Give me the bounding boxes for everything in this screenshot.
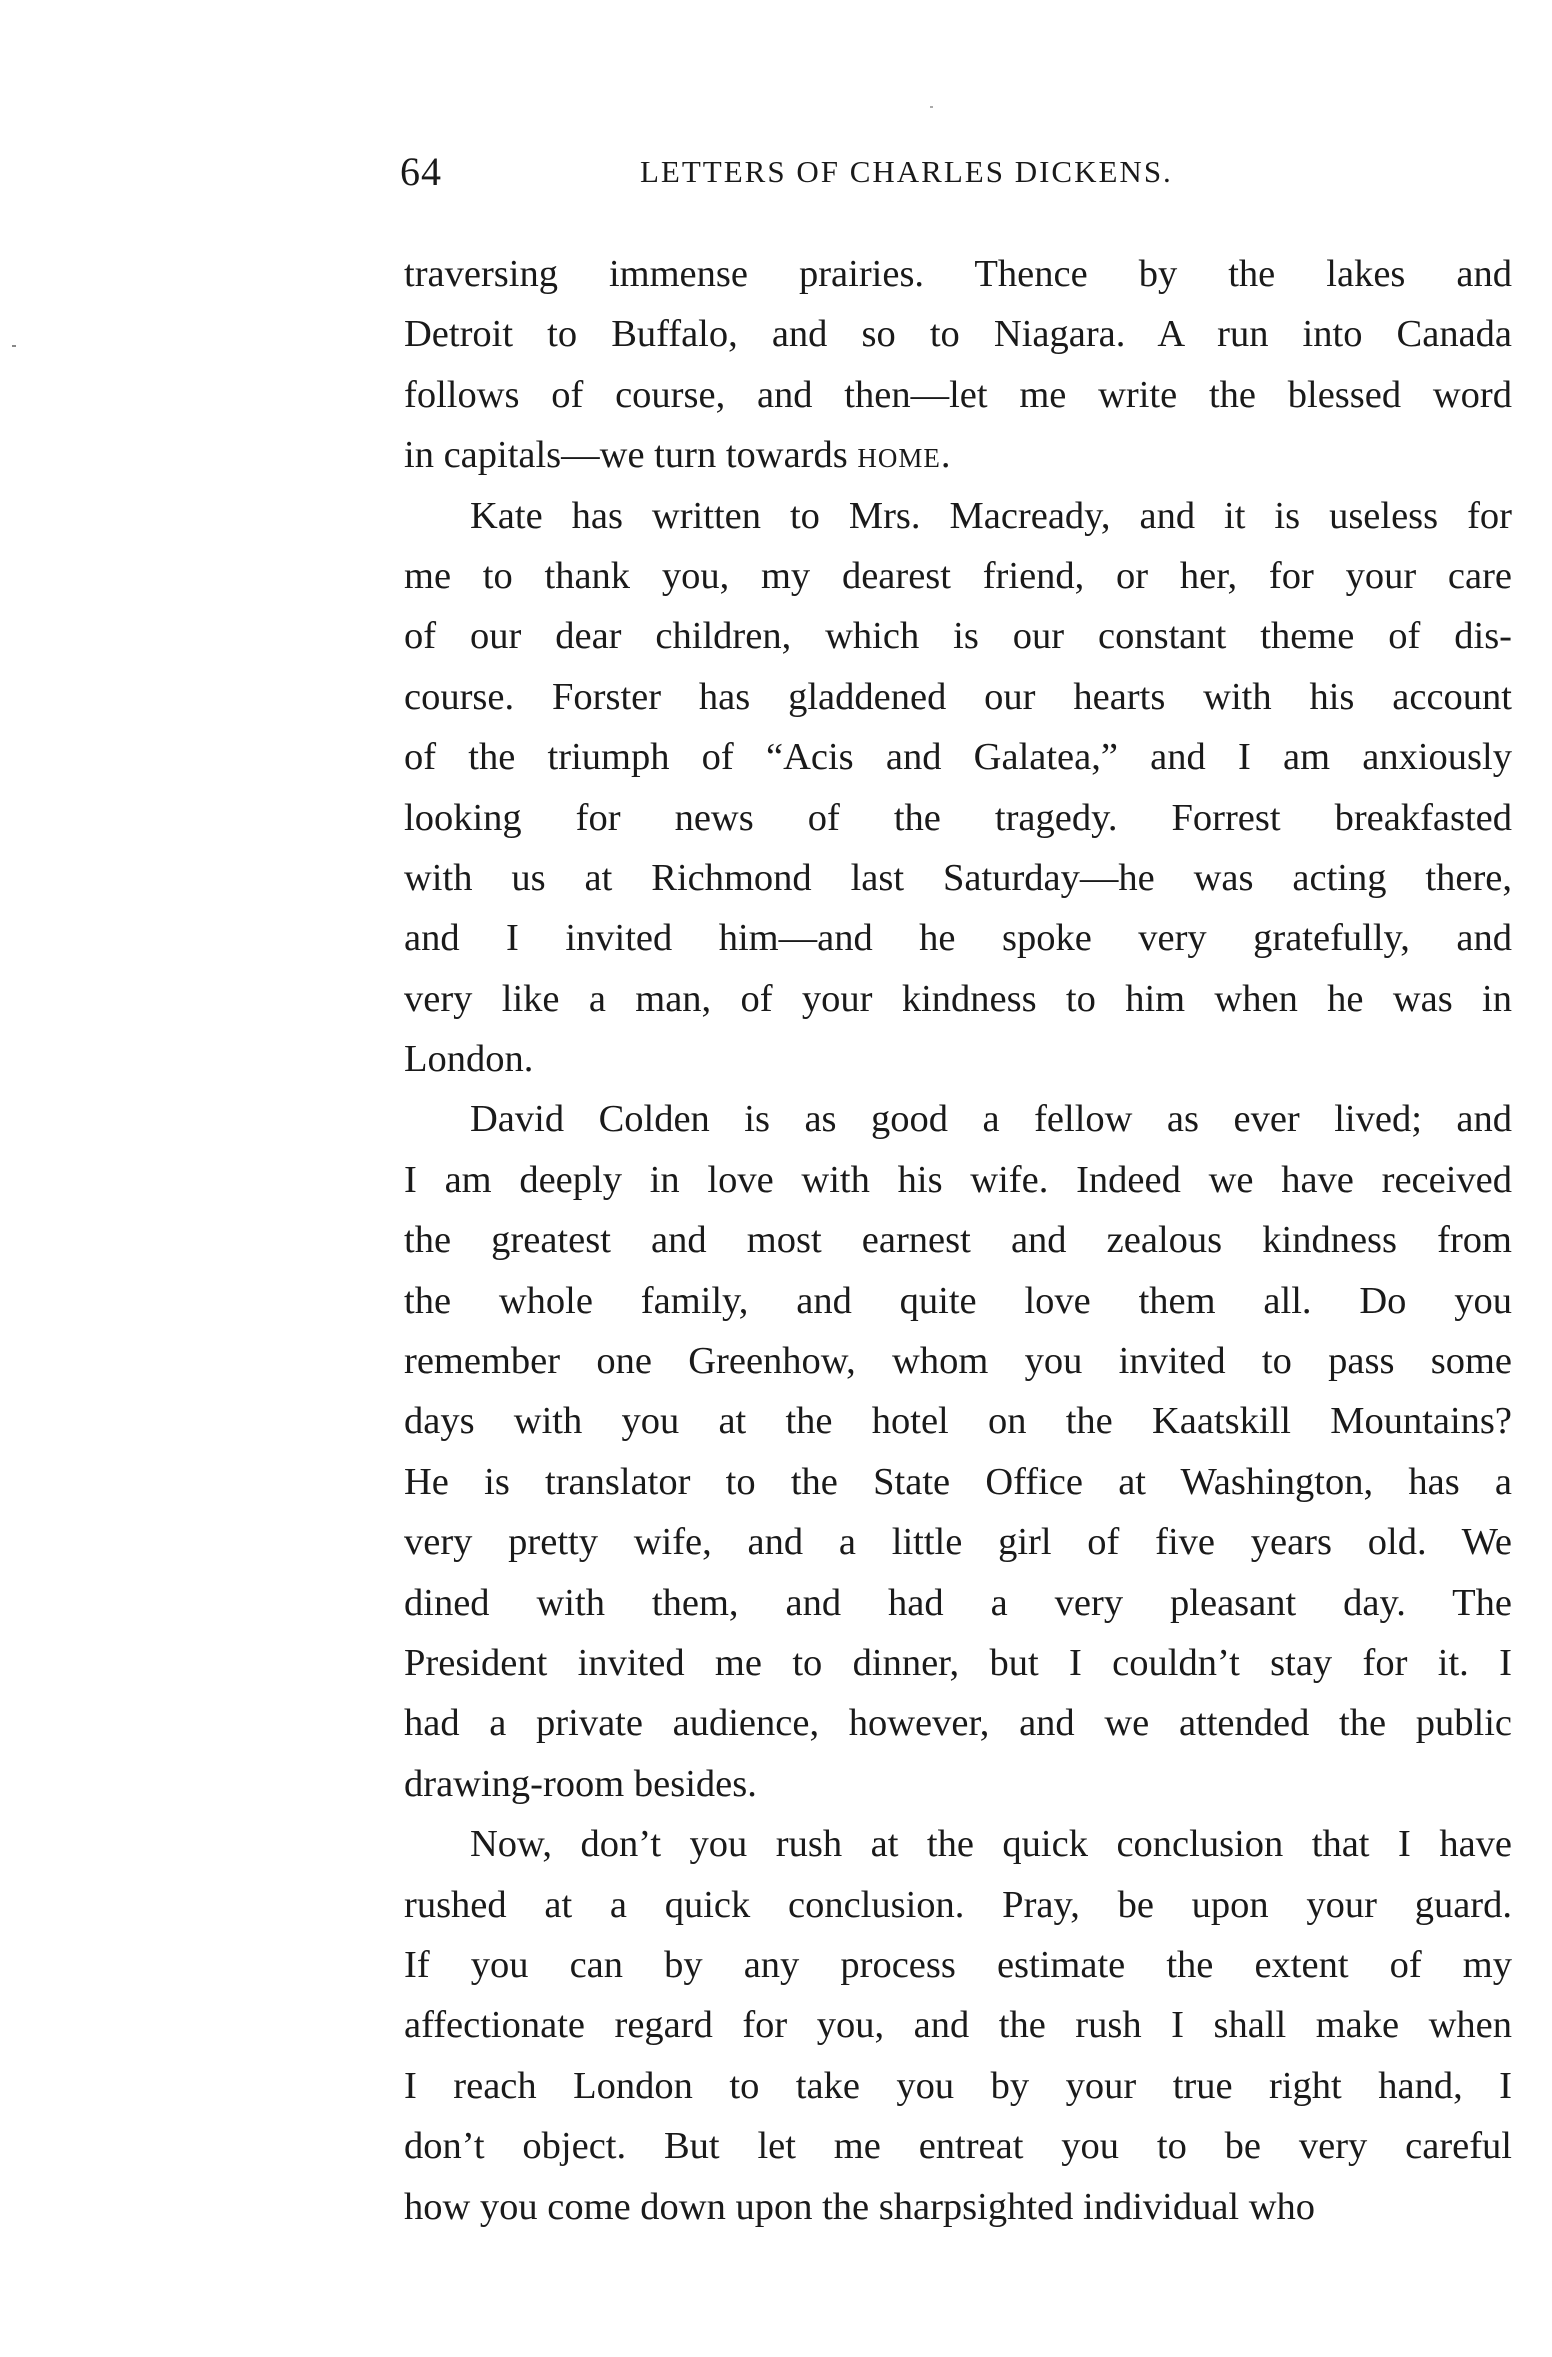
text-line: I reach London to take you by your true right hand, I — [404, 2064, 1512, 2107]
text-line: course. Forster has gladdened our hearts with his account — [404, 675, 1512, 718]
text-line: me to thank you, my dearest friend, or her, for your care — [404, 554, 1512, 597]
text-line: I am deeply in love with his wife. Indeed we have received — [404, 1158, 1512, 1201]
text-line: rushed at a quick conclusion. Pray, be upon your guard. — [404, 1883, 1512, 1926]
text-line: and I invited him—and he spoke very gratefully, and — [404, 917, 1512, 960]
text-line: Now, don’t you rush at the quick conclusion that I have — [470, 1823, 1512, 1866]
text-line: with us at Richmond last Saturday—he was acting there, — [404, 856, 1512, 899]
page-number: 64 — [400, 149, 442, 194]
running-title: LETTERS OF CHARLES DICKENS. — [640, 154, 1173, 189]
text-line: President invited me to dinner, but I couldn’t stay for it. I — [404, 1641, 1512, 1684]
text-line: days with you at the hotel on the Kaatskill Mountains? — [404, 1400, 1512, 1443]
text-line: Kate has written to Mrs. Macready, and it is useless for — [470, 494, 1512, 537]
text-line: the greatest and most earnest and zealous kindness from — [404, 1219, 1512, 1262]
paragraph — [404, 244, 1512, 486]
text-line: the whole family, and quite love them all. Do you — [404, 1279, 1512, 1322]
text-line: If you can by any process estimate the extent of my — [404, 1943, 1512, 1986]
page-edge-mark — [12, 345, 16, 347]
text-line: drawing-room besides. — [404, 1762, 757, 1805]
page-speck — [930, 106, 933, 108]
text-line: don’t object. But let me entreat you to be very careful — [404, 2125, 1512, 2168]
text-line: very like a man, of your kindness to him when he was in — [404, 977, 1512, 1020]
text-line: David Colden is as good a fellow as ever lived; and — [470, 1098, 1512, 1141]
smallcaps-word: home — [857, 434, 941, 477]
text-line: very pretty wife, and a little girl of five years old. We — [404, 1521, 1512, 1564]
text-line: in capitals—we turn towards home. — [404, 434, 951, 477]
text-line: London. — [404, 1038, 534, 1081]
paragraph — [404, 1089, 1512, 1814]
text-line: how you come down upon the sharpsighted individual who — [404, 2185, 1316, 2228]
running-head — [400, 148, 1510, 208]
text-line: affectionate regard for you, and the rush I shall make when — [404, 2004, 1512, 2047]
paragraph — [404, 486, 1512, 1090]
text-line: dined with them, and had a very pleasant day. The — [404, 1581, 1512, 1624]
text-line: of our dear children, which is our constant theme of dis- — [404, 615, 1512, 658]
text-line: He is translator to the State Office at Washington, has a — [404, 1460, 1512, 1503]
text-line: of the triumph of “Acis and Galatea,” and I am anxiously — [404, 736, 1512, 779]
text-line: remember one Greenhow, whom you invited to pass some — [404, 1340, 1512, 1383]
body-text — [404, 244, 1512, 2237]
text-line: had a private audience, however, and we attended the public — [404, 1702, 1512, 1745]
text-line: looking for news of the tragedy. Forrest breakfasted — [404, 796, 1512, 839]
paragraph — [404, 1814, 1512, 2237]
text-line: Detroit to Buffalo, and so to Niagara. A run into Canada — [404, 313, 1512, 356]
text-line: follows of course, and then—let me write the blessed word — [404, 373, 1512, 416]
text-line: traversing immense prairies. Thence by the lakes and — [404, 253, 1512, 295]
